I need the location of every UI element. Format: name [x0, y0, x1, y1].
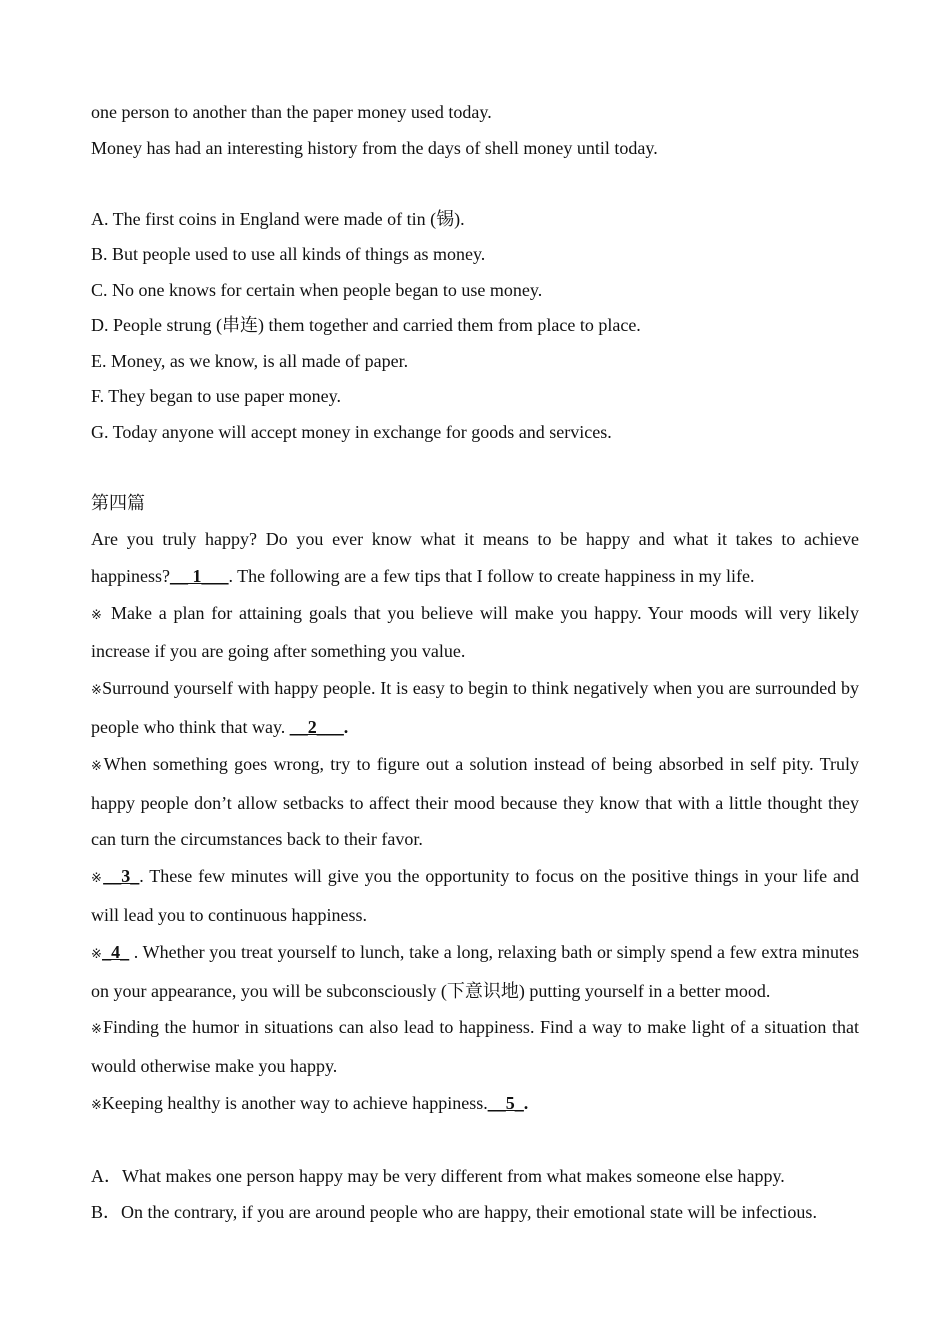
p4-option-b: B．On the contrary, if you are around people who are happy, their emotional state will be infectious.	[91, 1201, 817, 1222]
option-a: A. The first coins in England were made of tin (锡).	[91, 208, 465, 229]
tip-3-text: When something goes wrong, try to figure out a solution instead of being absorbed in self pity. Truly happy people don’t allow setbacks to affect their mood because they know that with a little thought they can turn the circumstances back to their favor.	[91, 753, 859, 850]
passage4-title: 第四篇	[91, 492, 145, 513]
tip-1-text: Make a plan for attaining goals that you believe will make you happy. Your moods will very likely increase if you are going after something you value.	[91, 602, 859, 662]
document-page	[91, 95, 859, 1230]
blank-1: __ 1___	[169, 565, 229, 586]
blank-4: _4_	[102, 941, 130, 962]
spacer	[91, 1124, 859, 1160]
option-e: E. Money, as we know, is all made of paper.	[91, 350, 409, 371]
tip-2-text: Surround yourself with happy people. It is easy to begin to think negatively when you are surrounded by people who think that way.	[91, 678, 859, 737]
tip-7-text: Keeping healthy is another way to achieve happiness.	[101, 1092, 488, 1113]
tip-6	[91, 1009, 859, 1085]
tip-2-end: .	[343, 716, 349, 737]
passage3-text-line-2: Money has had an interesting history from the days of shell money until today.	[91, 137, 658, 158]
tip-5	[91, 934, 859, 1010]
p4-option-a: A．What makes one person happy may be very different from what makes someone else happy.	[91, 1166, 785, 1187]
passage4-body	[91, 521, 859, 1124]
passage3-text-line-1: one person to another than the paper money used today.	[91, 102, 492, 122]
option-c: C. No one knows for certain when people began to use money.	[91, 279, 543, 300]
tip-7	[91, 1085, 859, 1124]
intro-text: Are you truly happy? Do you ever know what it means to be happy and what it takes to achieve happiness?	[91, 529, 859, 586]
tip-4	[91, 858, 859, 934]
option-f: F. They began to use paper money.	[91, 386, 341, 406]
tip-6-text: Finding the humor in situations can also lead to happiness. Find a way to make light of a situation that would otherwise make you happy.	[91, 1017, 859, 1077]
spacer	[91, 166, 859, 202]
reference-mark: ※	[91, 870, 104, 886]
tip-1	[91, 595, 859, 671]
option-b: B. But people used to use all kinds of things as money.	[91, 244, 486, 264]
option-d: D. People strung (串连) them together and carried them from place to place.	[91, 315, 641, 335]
blank-2: __2___	[289, 716, 344, 737]
reference-mark: ※	[91, 945, 103, 961]
reference-mark: ※	[91, 1021, 103, 1037]
reference-mark: ※	[91, 1096, 102, 1112]
tip-3	[91, 746, 859, 858]
passage3-options	[91, 202, 859, 451]
reference-mark: ※	[91, 757, 104, 773]
blank-5: __5_	[487, 1092, 524, 1113]
tip-5-text: . Whether you treat yourself to lunch, take a long, relaxing bath or simply spend a few extra minutes on your appearance, you will be subconsciously (下意识地) putting yourself in a better mood.	[91, 941, 859, 1001]
passage4-options	[91, 1159, 859, 1230]
reference-mark: ※	[91, 606, 105, 622]
tip-7-end: .	[523, 1092, 529, 1113]
option-g: G. Today anyone will accept money in exchange for goods and services.	[91, 421, 612, 442]
intro-text-end: . The following are a few tips that I follow to create happiness in my life.	[228, 565, 755, 586]
tip-4-text: . These few minutes will give you the opportunity to focus on the positive things in your life and will lead you to continuous happiness.	[91, 866, 859, 925]
reference-mark: ※	[91, 682, 103, 698]
spacer	[91, 450, 859, 486]
intro-paragraph	[91, 521, 859, 595]
blank-3: __3_	[103, 866, 140, 887]
tip-2	[91, 670, 859, 746]
